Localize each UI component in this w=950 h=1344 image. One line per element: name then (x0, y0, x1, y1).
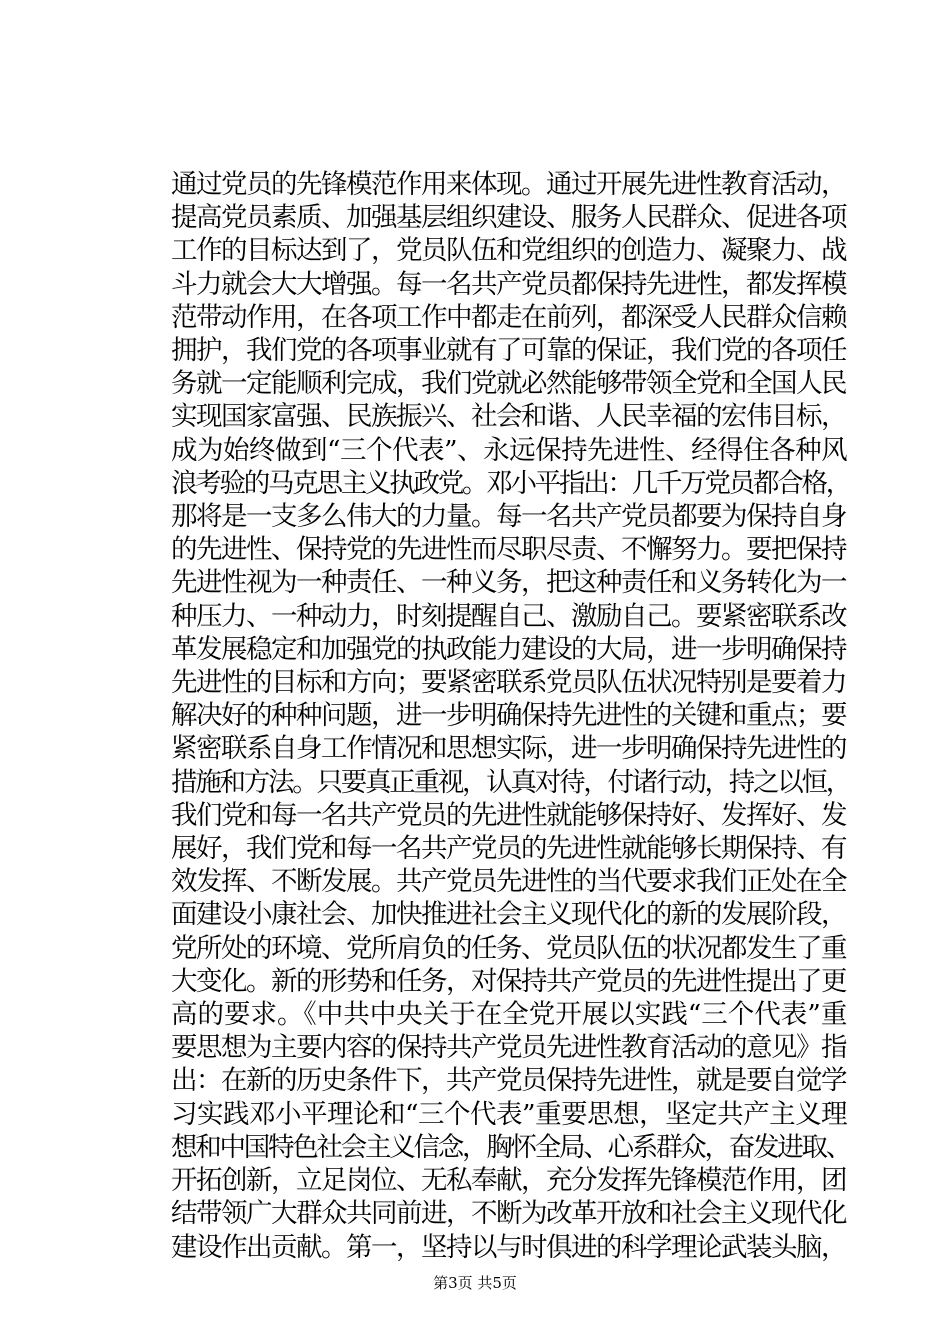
text-line: 通过党员的先锋模范作用来体现。通过开展先进性教育活动， (171, 169, 846, 200)
text-line: 展好，我们党和每一名共产党员的先进性就能够长期保持、有 (171, 833, 846, 865)
text-line: 斗力就会大大增强。每一名共产党员都保持先进性，都发挥模 (171, 268, 846, 300)
text-line: 革发展稳定和加强党的执政能力建设的大局，进一步明确保持 (171, 633, 846, 665)
text-line: 解决好的种种问题，进一步明确保持先进性的关键和重点；要 (171, 700, 846, 732)
text-line: 浪考验的马克思主义执政党。邓小平指出：几千万党员都合格， (171, 467, 850, 499)
text-line: 成为始终做到“三个代表”、永远保持先进性、经得住各种风 (171, 434, 848, 466)
text-line: 效发挥、不断发展。共产党员先进性的当代要求我们正处在全 (171, 866, 846, 898)
text-line: 拥护，我们党的各项事业就有了可靠的保证，我们党的各项任 (171, 335, 846, 367)
text-line: 高的要求。《中共中央关于在全党开展以实践“三个代表”重 (171, 999, 848, 1031)
body-text (171, 168, 851, 1264)
text-line: 实现国家富强、民族振兴、社会和谐、人民幸福的宏伟目标， (171, 401, 846, 433)
text-line: 党所处的环境、党所肩负的任务、党员队伍的状况都发生了重 (171, 932, 846, 964)
text-line: 务就一定能顺利完成，我们党就必然能够带领全党和全国人民 (171, 368, 846, 400)
text-line: 结带领广大群众共同前进，不断为改革开放和社会主义现代化 (171, 1198, 846, 1230)
text-line: 种压力、一种动力，时刻提醒自己、激励自己。要紧密联系改 (171, 600, 846, 632)
text-line: 提高党员素质、加强基层组织建设、服务人民群众、促进各项 (171, 202, 846, 234)
page-number-label: 第3页 共5页 (433, 1274, 517, 1292)
text-line: 先进性视为一种责任、一种义务，把这种责任和义务转化为一 (171, 567, 846, 599)
text-line: 措施和方法。只要真正重视，认真对待，付诸行动，持之以恒， (171, 766, 850, 798)
text-line: 紧密联系自身工作情况和思想实际，进一步明确保持先进性的 (171, 733, 846, 765)
text-line: 先进性的目标和方向；要紧密联系党员队伍状况特别是要着力 (171, 667, 846, 699)
text-line: 想和中国特色社会主义信念，胸怀全局、心系群众，奋发进取、 (171, 1131, 850, 1163)
text-line: 习实践邓小平理论和“三个代表”重要思想，坚定共产主义理 (171, 1098, 848, 1130)
text-line: 面建设小康社会、加快推进社会主义现代化的新的发展阶段， (171, 899, 846, 931)
page-footer (0, 1272, 950, 1293)
text-line: 的先进性、保持党的先进性而尽职尽责、不懈努力。要把保持 (171, 534, 846, 566)
text-line: 工作的目标达到了，党员队伍和党组织的创造力、凝聚力、战 (171, 235, 846, 267)
text-line: 建设作出贡献。第一，坚持以与时俱进的科学理论武装头脑， (171, 1231, 846, 1263)
text-line: 那将是一支多么伟大的力量。每一名共产党员都要为保持自身 (171, 501, 846, 533)
text-line: 范带动作用，在各项工作中都走在前列，都深受人民群众信赖 (171, 301, 846, 333)
text-line: 我们党和每一名共产党员的先进性就能够保持好、发挥好、发 (171, 799, 846, 831)
text-line: 要思想为主要内容的保持共产党员先进性教育活动的意见》指 (171, 1032, 846, 1064)
text-line: 开拓创新，立足岗位、无私奉献，充分发挥先锋模范作用，团 (171, 1165, 846, 1197)
text-line: 大变化。新的形势和任务，对保持共产党员的先进性提出了更 (171, 965, 846, 997)
text-line: 出：在新的历史条件下，共产党员保持先进性，就是要自觉学 (171, 1065, 846, 1097)
